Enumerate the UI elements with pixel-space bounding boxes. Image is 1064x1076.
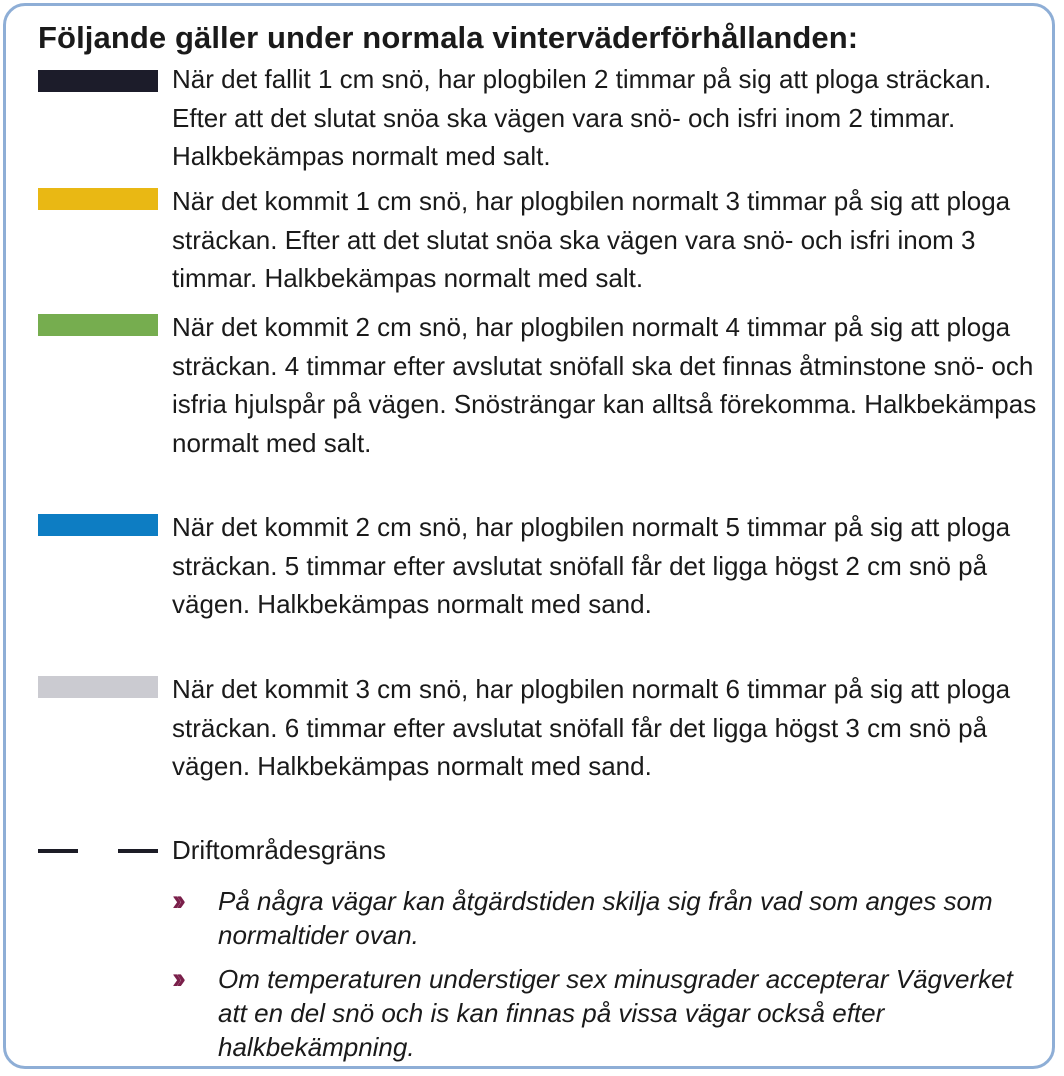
legend-entry-text: När det fallit 1 cm snö, har plogbilen 2 timmar på sig att ploga sträckan. Efter att det slutat snöa ska vägen vara snö- och isfri inom 2 timmar. Halkbekämpas normalt med salt. — [172, 64, 992, 171]
green-color-swatch — [38, 314, 158, 336]
boundary-dash-line — [118, 849, 158, 853]
legend-entry-text: När det kommit 1 cm snö, har plogbilen normalt 3 timmar på sig att ploga sträckan. Efter att det slutat snöa ska vägen vara snö- och isfri inom 3 timmar. Halkbekämpas normalt med salt. — [172, 186, 1011, 293]
legend-entry-text: När det kommit 2 cm snö, har plogbilen normalt 4 timmar på sig att ploga sträckan. 4 timmar efter avslutat snöfall ska det finnas åtminstone snö- och isfria hjulspår på vägen. Snösträngar kan alltså förekomma. Halkbekämpas normalt med salt. — [172, 312, 1037, 458]
note-text: På några vägar kan åtgärdstiden skilja sig från vad som anges som normaltider ovan. — [218, 886, 993, 950]
note-text: Om temperaturen understiger sex minusgrader accepterar Vägverket att en del snö och is kan finnas på vissa vägar också efter halkbekämpning. — [218, 964, 1013, 1062]
blue-color-swatch — [38, 514, 158, 536]
yellow-color-swatch — [38, 188, 158, 210]
legend-title: Följande gäller under normala vinterväderförhållanden: — [38, 20, 859, 55]
legend-entry-text: När det kommit 3 cm snö, har plogbilen normalt 6 timmar på sig att ploga sträckan. 6 timmar efter avslutat snöfall får det ligga högst 3 cm snö på vägen. Halkbekämpas normalt med sand. — [172, 674, 1011, 781]
black-color-swatch — [38, 70, 158, 92]
legend-entry-text: När det kommit 2 cm snö, har plogbilen normalt 5 timmar på sig att ploga sträckan. 5 timmar efter avslutat snöfall får det ligga högst 2 cm snö på vägen. Halkbekämpas normalt med sand. — [172, 512, 1011, 619]
gray-color-swatch — [38, 676, 158, 698]
double-chevron-right-icon: ›› — [172, 962, 180, 995]
double-chevron-right-icon: ›› — [172, 884, 180, 917]
boundary-label: Driftområdesgräns — [172, 835, 386, 865]
boundary-dash-line — [38, 849, 78, 853]
